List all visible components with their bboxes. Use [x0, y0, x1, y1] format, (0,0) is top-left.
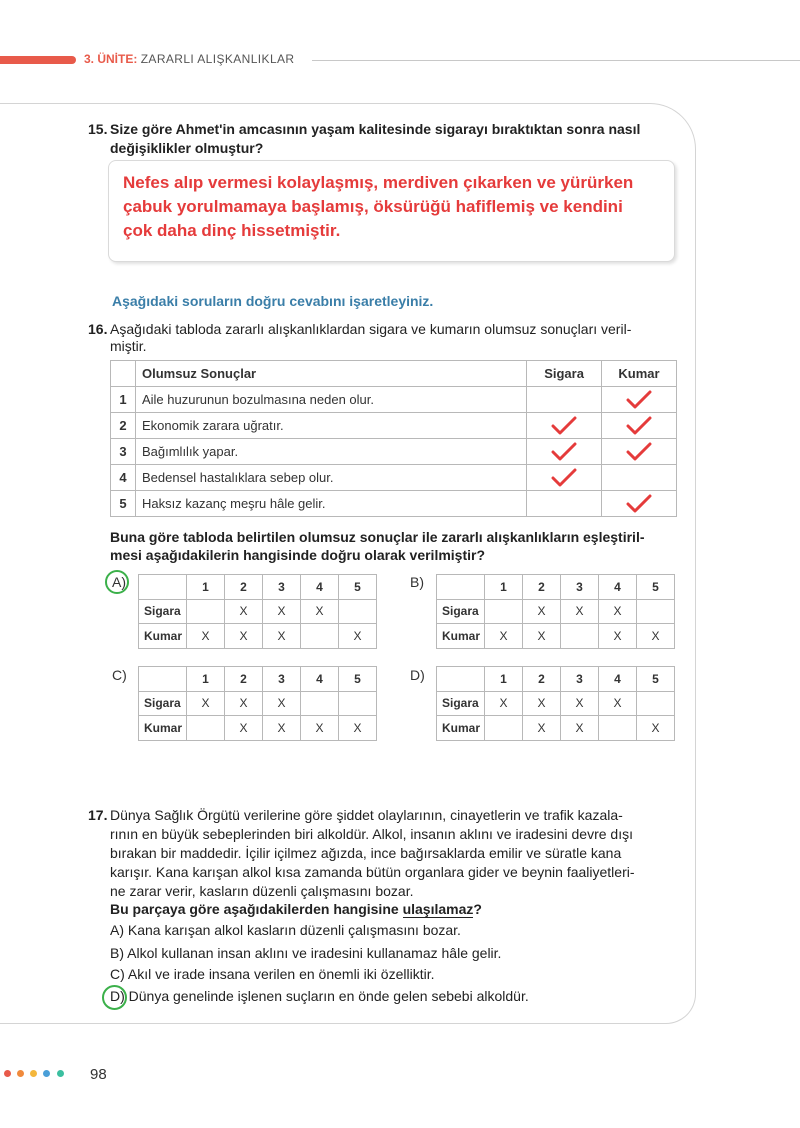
footer-dot — [4, 1070, 11, 1077]
option-cell — [599, 716, 637, 741]
option-row-sigara — [437, 599, 675, 624]
checkmark-icon — [551, 468, 577, 488]
option-cell: X — [225, 691, 263, 716]
option-cell: X — [561, 691, 599, 716]
option-cell — [485, 599, 523, 624]
header-num — [111, 361, 136, 387]
header-kumar: Kumar — [602, 361, 677, 387]
kumar-cell — [602, 465, 677, 491]
option-cell — [187, 716, 225, 741]
option-col-header: 5 — [339, 667, 377, 692]
option-corner-cell — [139, 667, 187, 692]
question-17-prompt — [110, 901, 482, 917]
option-col-header: 4 — [599, 575, 637, 600]
option-cell: X — [187, 624, 225, 649]
option-col-header: 2 — [225, 575, 263, 600]
row-text: Ekonomik zarara uğratır. — [135, 413, 526, 439]
option-cell: X — [339, 716, 377, 741]
option-col-header: 5 — [637, 575, 675, 600]
option-a-table[interactable] — [138, 574, 377, 649]
option-c-table[interactable] — [138, 666, 377, 741]
unit-title: ZARARLI ALIŞKANLIKLAR — [140, 52, 295, 66]
option-row-kumar — [139, 716, 377, 741]
choice-a[interactable]: A) Kana karışan alkol kasların düzenli çalışmasını bozar. — [110, 922, 461, 938]
kumar-cell — [602, 491, 677, 517]
option-row-label: Sigara — [437, 599, 485, 624]
question-15 — [88, 120, 678, 158]
answer-15-box[interactable] — [108, 160, 675, 262]
option-corner-cell — [437, 575, 485, 600]
option-cell — [485, 716, 523, 741]
option-cell: X — [523, 716, 561, 741]
option-cell: X — [263, 624, 301, 649]
table-row — [111, 491, 677, 517]
checkmark-icon — [626, 416, 652, 436]
row-number: 5 — [111, 491, 136, 517]
option-b-table[interactable] — [436, 574, 675, 649]
option-col-header: 4 — [599, 667, 637, 692]
sigara-cell — [527, 387, 602, 413]
row-number: 2 — [111, 413, 136, 439]
question-15-number: 15. — [88, 121, 108, 137]
table-row — [111, 387, 677, 413]
option-cell — [187, 599, 225, 624]
option-col-header: 3 — [263, 667, 301, 692]
option-col-header: 2 — [225, 667, 263, 692]
option-cell — [637, 691, 675, 716]
option-row-label: Sigara — [139, 599, 187, 624]
option-row-label: Kumar — [437, 716, 485, 741]
option-cell: X — [561, 599, 599, 624]
choice-b[interactable]: B) Alkol kullanan insan aklını ve iradesini kullanamaz hâle gelir. — [110, 945, 502, 961]
option-col-header: 4 — [301, 575, 339, 600]
question-17-line5: ne zarar verir, kasların düzenli çalışmasını bozar. — [110, 883, 414, 899]
option-cell: X — [599, 624, 637, 649]
option-row-label: Sigara — [139, 691, 187, 716]
option-row-label: Kumar — [139, 716, 187, 741]
kumar-cell — [602, 413, 677, 439]
option-cell: X — [263, 599, 301, 624]
option-cell: X — [485, 624, 523, 649]
checkmark-icon — [626, 442, 652, 462]
consequences-table — [110, 360, 677, 517]
question-17-line1: Dünya Sağlık Örgütü verilerine göre şiddet olaylarının, cinayetlerin ve trafik kazala- — [110, 807, 623, 823]
question-17-prompt-post: ? — [473, 901, 482, 917]
answer-15-line2: çabuk yorulmamaya başlamış, öksürüğü hafiflemiş ve kendini — [123, 197, 623, 216]
option-cell — [339, 691, 377, 716]
option-header-row — [139, 575, 377, 600]
sigara-cell — [527, 439, 602, 465]
option-row-label: Sigara — [437, 691, 485, 716]
choice-d[interactable]: D) Dünya genelinde işlenen suçların en önde gelen sebebi alkoldür. — [110, 988, 529, 1004]
header-rule — [312, 60, 800, 61]
kumar-cell — [602, 387, 677, 413]
answer-15-line1: Nefes alıp vermesi kolaylaşmış, merdiven çıkarken ve yürürken — [123, 173, 634, 192]
checkmark-icon — [551, 416, 577, 436]
checkmark-icon — [551, 442, 577, 462]
option-cell: X — [225, 716, 263, 741]
option-col-header: 2 — [523, 575, 561, 600]
row-text: Bedensel hastalıklara sebep olur. — [135, 465, 526, 491]
kumar-cell — [602, 439, 677, 465]
option-col-header: 5 — [339, 575, 377, 600]
option-header-row — [437, 575, 675, 600]
option-row-label: Kumar — [139, 624, 187, 649]
option-cell: X — [225, 624, 263, 649]
table-row — [111, 465, 677, 491]
option-col-header: 1 — [187, 575, 225, 600]
question-16 — [88, 321, 678, 355]
row-number: 4 — [111, 465, 136, 491]
option-col-header: 1 — [485, 575, 523, 600]
option-col-header: 4 — [301, 667, 339, 692]
option-d-table[interactable] — [436, 666, 675, 741]
question-16-prompt — [110, 528, 678, 564]
option-cell: X — [301, 716, 339, 741]
table-row — [111, 439, 677, 465]
option-cell: X — [523, 599, 561, 624]
option-row-kumar — [437, 624, 675, 649]
option-d-label[interactable]: D) — [410, 667, 425, 683]
footer-dot — [57, 1070, 64, 1077]
option-cell — [561, 624, 599, 649]
sigara-cell — [527, 465, 602, 491]
sigara-cell — [527, 413, 602, 439]
answer-15-line3: çok daha dinç hissetmiştir. — [123, 221, 341, 240]
option-col-header: 1 — [485, 667, 523, 692]
option-col-header: 3 — [263, 575, 301, 600]
option-col-header: 2 — [523, 667, 561, 692]
footer-dot — [43, 1070, 50, 1077]
header-consequences: Olumsuz Sonuçlar — [135, 361, 526, 387]
option-cell: X — [225, 599, 263, 624]
question-17 — [88, 806, 678, 901]
option-cell: X — [187, 691, 225, 716]
option-corner-cell — [139, 575, 187, 600]
question-17-line4: karışır. Kana karışan alkol kısa zamanda bütün organlara gider ve beynin faaliyetleri- — [110, 864, 635, 880]
option-col-header: 1 — [187, 667, 225, 692]
option-row-kumar — [437, 716, 675, 741]
question-17-line2: rının en büyük sebeplerinden biri alkoldür. Alkol, insanın aklını ve iradesini devre dışı — [110, 826, 633, 842]
footer-dot — [17, 1070, 24, 1077]
option-row-sigara — [437, 691, 675, 716]
question-17-number: 17. — [88, 807, 108, 823]
option-col-header: 3 — [561, 575, 599, 600]
question-16-number: 16. — [88, 321, 108, 337]
page-header — [0, 52, 800, 68]
question-16-line2: miştir. — [110, 338, 147, 354]
option-cell: X — [637, 716, 675, 741]
option-row-sigara — [139, 599, 377, 624]
option-row-label: Kumar — [437, 624, 485, 649]
answer-15-text — [123, 171, 663, 243]
option-cell: X — [523, 691, 561, 716]
option-cell: X — [263, 716, 301, 741]
option-header-row — [437, 667, 675, 692]
header-accent-bar — [0, 56, 76, 64]
table-row — [111, 413, 677, 439]
header-sigara: Sigara — [527, 361, 602, 387]
option-cell — [339, 599, 377, 624]
question-16-line1: Aşağıdaki tabloda zararlı alışkanlıklardan sigara ve kumarın olumsuz sonuçları veril- — [110, 321, 632, 337]
page-number: 98 — [90, 1066, 107, 1083]
option-cell — [301, 624, 339, 649]
option-cell: X — [637, 624, 675, 649]
checkmark-icon — [626, 390, 652, 410]
question-15-line1: Size göre Ahmet'in amcasının yaşam kalitesinde sigarayı bıraktıktan sonra nasıl — [110, 121, 641, 137]
option-row-kumar — [139, 624, 377, 649]
option-b-label[interactable]: B) — [410, 574, 424, 590]
option-cell — [301, 691, 339, 716]
question-16-prompt-line1: Buna göre tabloda belirtilen olumsuz sonuçlar ile zararlı alışkanlıkların eşleştiril- — [110, 529, 645, 545]
option-cell — [637, 599, 675, 624]
option-cell: X — [523, 624, 561, 649]
sigara-cell — [527, 491, 602, 517]
question-17-line3: bırakan bir maddedir. İçilir içilmez ağızda, ince bağırsaklarda emilir ve süratle kana — [110, 845, 622, 861]
row-text: Haksız kazanç meşru hâle gelir. — [135, 491, 526, 517]
option-header-row — [139, 667, 377, 692]
option-col-header: 5 — [637, 667, 675, 692]
option-cell: X — [263, 691, 301, 716]
unit-heading — [84, 52, 294, 66]
option-row-sigara — [139, 691, 377, 716]
option-cell: X — [599, 599, 637, 624]
unit-label: 3. ÜNİTE: — [84, 52, 138, 66]
choice-c[interactable]: C) Akıl ve irade insana verilen en önemli iki özelliktir. — [110, 966, 435, 982]
option-col-header: 3 — [561, 667, 599, 692]
option-cell: X — [339, 624, 377, 649]
row-number: 3 — [111, 439, 136, 465]
row-number: 1 — [111, 387, 136, 413]
footer-dot — [30, 1070, 37, 1077]
row-text: Bağımlılık yapar. — [135, 439, 526, 465]
option-cell: X — [599, 691, 637, 716]
option-cell: X — [485, 691, 523, 716]
question-17-prompt-underlined: ulaşılamaz — [402, 901, 474, 917]
option-cell: X — [561, 716, 599, 741]
row-text: Aile huzurunun bozulmasına neden olur. — [135, 387, 526, 413]
question-16-prompt-line2: mesi aşağıdakilerin hangisinde doğru olarak verilmiştir? — [110, 547, 486, 563]
option-cell: X — [301, 599, 339, 624]
table-header-row — [111, 361, 677, 387]
checkmark-icon — [626, 494, 652, 514]
question-15-line2: değişiklikler olmuştur? — [110, 140, 264, 156]
selected-answer-circle-d — [102, 985, 127, 1010]
question-17-prompt-pre: Bu parçaya göre aşağıdakilerden hangisine — [110, 901, 399, 917]
option-a-label[interactable]: A) — [112, 574, 126, 590]
option-c-label[interactable]: C) — [112, 667, 127, 683]
option-corner-cell — [437, 667, 485, 692]
instruction: Aşağıdaki soruların doğru cevabını işaretleyiniz. — [112, 293, 434, 309]
